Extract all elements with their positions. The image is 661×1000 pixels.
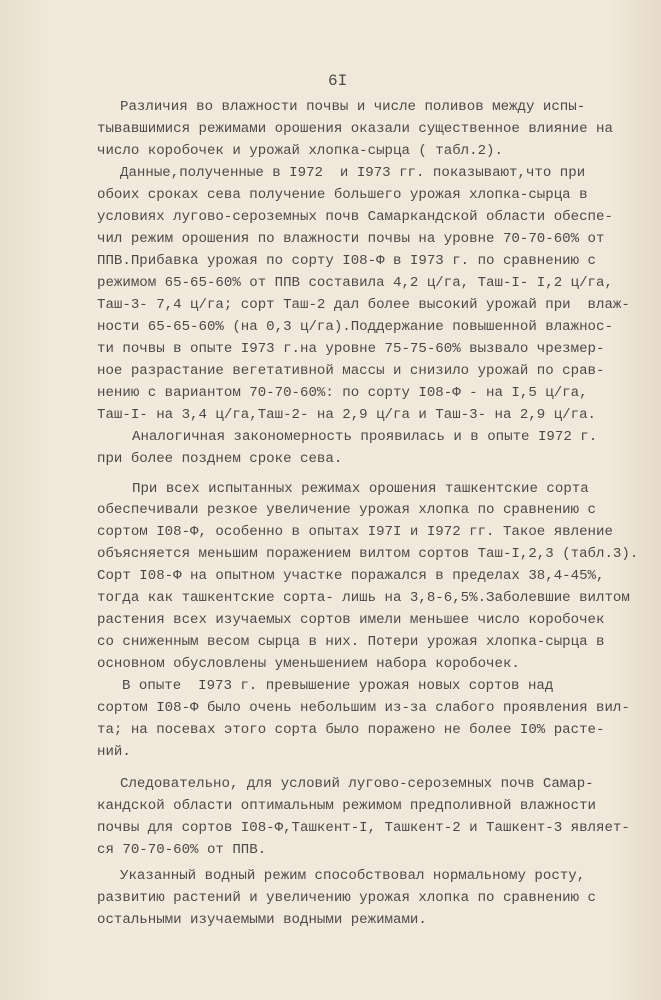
text-line: обоих сроках сева получение большего урожая хлопка-сырца в: [97, 187, 588, 203]
text-line: Сорт I08-Ф на опытном участке поражался в пределах 38,4-45%,: [97, 568, 605, 584]
text-line: условиях лугово-сероземных почв Самаркандской области обеспе-: [97, 209, 613, 225]
text-line: сортом I08-Ф было очень небольшим из-за слабого проявления вил-: [97, 700, 630, 716]
text-line: почвы для сортов I08-Ф,Ташкент-I, Ташкент-2 и Ташкент-3 являет-: [97, 820, 630, 836]
page-number: 6I: [328, 72, 348, 90]
text-line: та; на посевах этого сорта было поражено не более I0% расте-: [97, 722, 605, 738]
text-line: основном обусловлены уменьшением набора коробочек.: [97, 656, 520, 672]
text-line: со сниженным весом сырца в них. Потери урожая хлопка-сырца в: [97, 634, 605, 650]
text-line: Таш-I- на 3,4 ц/га,Таш-2- на 2,9 ц/га и Таш-3- на 2,9 ц/га.: [97, 407, 596, 423]
text-line: При всех испытанных режимах орошения ташкентские сорта: [132, 481, 589, 497]
text-line: Таш-3- 7,4 ц/га; сорт Таш-2 дал более высокий урожай при влаж-: [97, 297, 630, 313]
text-line: Различия во влажности почвы и числе поливов между испы-: [120, 99, 586, 115]
text-line: ний.: [97, 744, 131, 760]
text-line: режимом 65-65-60% от ППВ составила 4,2 ц/га, Таш-I- I,2 ц/га,: [97, 275, 613, 291]
text-line: Данные,полученные в I972 и I973 гг. показывают,что при: [120, 165, 586, 181]
text-line: обеспечивали резкое увеличение урожая хлопка по сравнению с: [97, 502, 596, 518]
text-line: при более позднем сроке сева.: [97, 451, 343, 467]
text-line: тогда как ташкентские сорта- лишь на 3,8-6,5%.Заболевшие вилтом: [97, 590, 630, 606]
text-line: число коробочек и урожай хлопка-сырца ( табл.2).: [97, 143, 503, 159]
text-line: ное разрастание вегетативной массы и снизило урожай по срав-: [97, 363, 605, 379]
text-line: Аналогичная закономерность проявилась и в опыте I972 г.: [132, 429, 598, 445]
text-line: В опыте I973 г. превышение урожая новых сортов над: [122, 678, 554, 694]
text-line: кандской области оптимальным режимом предполивной влажности: [97, 798, 596, 814]
text-line: Следовательно, для условий лугово-сероземных почв Самар-: [120, 776, 594, 792]
text-line: тывавшимися режимами орошения оказали существенное влияние на: [97, 121, 613, 137]
text-line: остальными изучаемыми водными режимами.: [97, 912, 427, 928]
text-line: Указанный водный режим способствовал нормальному росту,: [120, 868, 586, 884]
text-line: объясняется меньшим поражением вилтом сортов Таш-I,2,3 (табл.3).: [97, 546, 639, 562]
text-line: чил режим орошения по влажности почвы на уровне 70-70-60% от: [97, 231, 605, 247]
text-line: ППВ.Прибавка урожая по сорту I08-Ф в I973 г. по сравнению с: [97, 253, 596, 269]
text-line: ности 65-65-60% (на 0,3 ц/га).Поддержание повышенной влажнос-: [97, 319, 613, 335]
text-line: ся 70-70-60% от ППВ.: [97, 842, 267, 858]
text-line: сортом I08-Ф, особенно в опытах I97I и I972 гг. Такое явление: [97, 524, 613, 540]
text-line: нению с вариантом 70-70-60%: по сорту I08-Ф - на I,5 ц/га,: [97, 385, 588, 401]
text-line: развитию растений и увеличению урожая хлопка по сравнению с: [97, 890, 596, 906]
text-line: ти почвы в опыте I973 г.на уровне 75-75-60% вызвало чрезмер-: [97, 341, 605, 357]
text-line: растения всех изучаемых сортов имели меньшее число коробочек: [97, 612, 605, 628]
